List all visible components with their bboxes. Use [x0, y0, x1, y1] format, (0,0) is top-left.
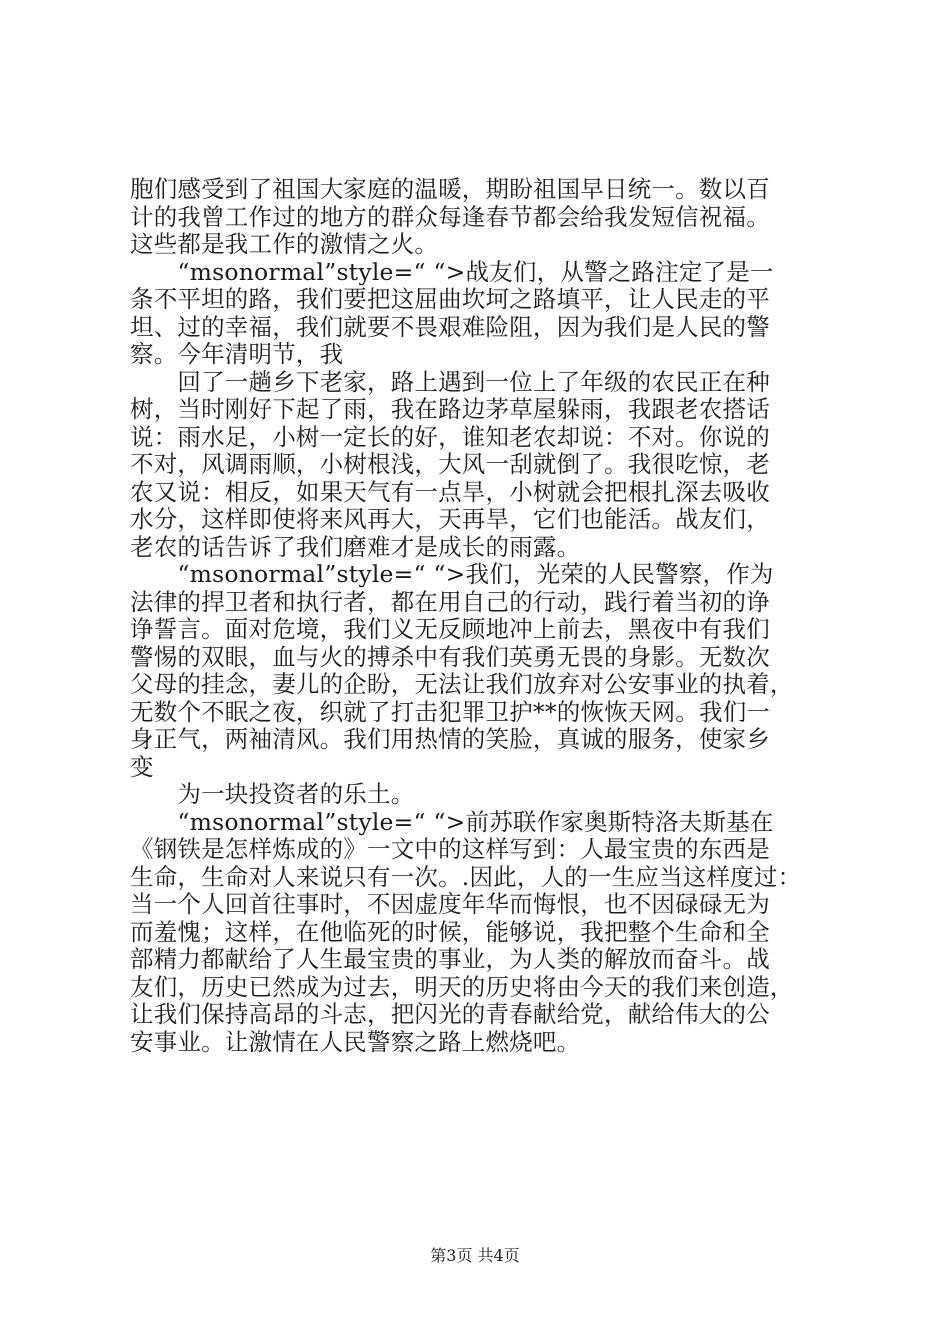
text-line: 无数个不眠之夜，织就了打击犯罪卫护**的恢恢天网。我们一	[130, 697, 771, 726]
text-line: 树，当时刚好下起了雨，我在路边茅草屋躲雨，我跟老农搭话	[130, 395, 770, 423]
text-line: 察。今年清明节，我	[130, 340, 344, 368]
text-line: “msonormal”style=“ “>前苏联作家奥斯特洛夫斯基在	[130, 807, 774, 836]
text-line: “msonormal”style=“ “>我们，光荣的人民警察，作为	[130, 560, 774, 588]
text-line: 为一块投资者的乐土。	[130, 780, 415, 808]
text-line: 回了一趟乡下老家，路上遇到一位上了年级的农民正在种	[130, 367, 770, 396]
text-line: 《钢铁是怎样炼成的》一文中的这样写到：人最宝贵的东西是	[130, 835, 770, 863]
text-line: 这些都是我工作的激情之火。	[130, 230, 439, 258]
text-line: 警惕的双眼，血与火的搏杀中有我们英勇无畏的身影。无数次	[130, 642, 770, 671]
text-line: 条不平坦的路，我们要把这屈曲坎坷之路填平，让人民走的平	[130, 285, 770, 313]
text-line: 友们，历史已然成为过去，明天的历史将由今天的我们来创造，	[130, 972, 794, 1001]
text-line: 诤誓言。面对危境，我们义无反顾地冲上前去，黑夜中有我们	[130, 615, 770, 643]
text-line: 部精力都献给了人生最宝贵的事业，为人类的解放而奋斗。战	[130, 945, 770, 973]
text-line: 农又说：相反，如果天气有一点旱，小树就会把根扎深去吸收	[130, 477, 770, 506]
text-line: 父母的挂念，妻儿的企盼，无法让我们放弃对公安事业的执着，	[130, 670, 794, 698]
text-line: 老农的话告诉了我们磨难才是成长的雨露。	[130, 532, 581, 561]
text-line: 让我们保持高昂的斗志，把闪光的青春献给党，献给伟大的公	[130, 1000, 770, 1028]
document-body	[130, 176, 840, 1056]
text-line: 坦、过的幸福，我们就要不畏艰难险阻，因为我们是人民的警	[130, 312, 770, 341]
text-line: 水分，这样即使将来风再大，天再旱，它们也能活。战友们，	[130, 505, 770, 533]
text-line: 安事业。让激情在人民警察之路上燃烧吧。	[130, 1027, 581, 1056]
text-line: 生命，生命对人来说只有一次。.因此，人的一生应当这样度过：	[130, 862, 802, 891]
text-line: 胞们感受到了祖国大家庭的温暖，期盼祖国早日统一。数以百	[130, 175, 770, 203]
text-line: 说：雨水足，小树一定长的好，谁知老农却说：不对。你说的	[130, 422, 770, 451]
text-line: 身正气，两袖清风。我们用热情的笑脸，真诚的服务，使家乡	[130, 725, 770, 753]
text-line: 不对，风调雨顺，小树根浅，大风一刮就倒了。我很吃惊，老	[130, 450, 770, 478]
text-line: 当一个人回首往事时，不因虚度年华而悔恨，也不因碌碌无为	[130, 890, 770, 918]
text-line: 变	[130, 752, 154, 781]
text-line: 法律的捍卫者和执行者，都在用自己的行动，践行着当初的诤	[130, 587, 770, 616]
text-line: 而羞愧；这样，在他临死的时候，能够说，我把整个生命和全	[130, 917, 770, 946]
text-line: 计的我曾工作过的地方的群众每逢春节都会给我发短信祝福。	[130, 202, 770, 231]
page-number-footer: 第3页 共4页	[430, 1246, 520, 1265]
text-line: “msonormal”style=“ “>战友们，从警之路注定了是一	[130, 257, 774, 286]
